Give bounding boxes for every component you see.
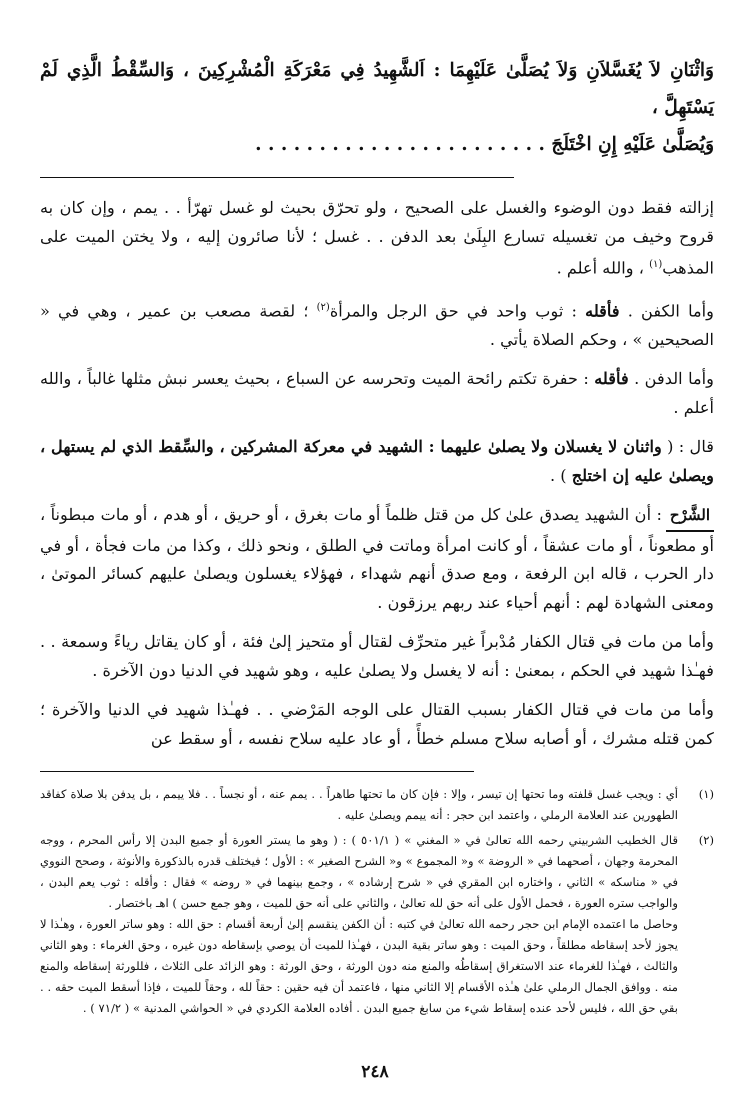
footnote-ref-1: (١) [649, 259, 663, 270]
footnote-2-number: (٢) [698, 833, 714, 848]
footnote-1 [40, 784, 714, 826]
paragraph-2-lead: وأما الكفن . [619, 301, 714, 321]
paragraph-3-keyword: فأقله [594, 369, 629, 389]
paragraph-4 [40, 433, 714, 490]
header-divider [40, 177, 514, 178]
paragraph-4-lead: قال : ( [661, 437, 714, 457]
paragraph-5-text: : أن الشهيد يصدق علىٰ كل من قتل ظلماً أو مات بغرق ، أو حريق ، أو هدم ، أو مات مبطوناً ، أو مطعوناً ، أو مات عشقاً ، أو كانت امرأة وماتت في الطلق ، ونحو ذلك ، وكذا من مات فجأة ، أو في دار الحرب ، قاله ابن الرفعة ، ومع صدق أنهم شهداء ، فهؤلاء يغسلون ويصلىٰ عليهم كسائر الموتىٰ ، ومعنى الشهادة لهم : أنهم أحياء عند ربهم يرزقون . [40, 505, 714, 612]
paragraph-4-quote: واثنان لا يغسلان ولا يصلىٰ عليهما : الشهيد في معركة المشركين ، والسِّقط الذي لم يستهل ، ويصلىٰ عليه إن اختلج [40, 437, 714, 485]
footnote-2 [40, 830, 714, 1019]
paragraph-3-text: : حفرة تكتم رائحة الميت وتحرسه عن السباع ، بحيث يعسر نبش مثلها غالباً ، والله أعلم . [40, 369, 714, 417]
paragraph-2 [40, 294, 714, 354]
paragraph-1-end: ، والله أعلم . [556, 258, 650, 278]
footnote-2-body [40, 830, 678, 1019]
paragraph-2-keyword: فأقله [585, 301, 620, 321]
matn-header [40, 52, 714, 163]
paragraph-1 [40, 194, 714, 283]
footnote-1-text: أي : ويجب غسل قلفته وما تحتها إن تيسر ، وإلا : فإن كان ما تحتها طاهراً . . يمم عنه ، أو نجساً . . فلا ييمم ، بل يدفن بلا صلاة كفاقد الطهورين عند العلامة الرملي ، واعتمد ابن حجر : أنه ييمم ويصلىٰ عليه . [40, 787, 678, 823]
footnote-2-text-continued: وحاصل ما اعتمده الإمام ابن حجر رحمه الله تعالىٰ في كتبه : أن الكفن ينقسم إلىٰ أربعة أقسام : حق الله : وهو ساتر العورة ، وهـٰذا لا يجوز لأحد إسقاطه مطلقاً ، وحق الميت : وهو ساتر بقية البدن ، فهـٰذا للميت أن يوصي بإسقاطه دون غيره ، وحق الغرماء : وهو الثاني والثالث ، فهـٰذا للغرماء عند الاستغراق إسقاطُه والمنع منه دون الورثة ، وحق الورثة : وهو الزائد على الثلاث ، فللورثة إسقاطه والمنع منه . ووافق الجمال الرملي علىٰ هـٰذه الأقسام إلا الثاني منها ، فاعتمد أن فيه حقين : حقاً لله ، وحقاً للميت ، فإذا أسقط الميت حقه . . بقي حق الله ، فليس لأحد عنده إسقاط شيء من سابغ جميع البدن . أفاده العلامة الكردي في « الحواشي المدنية » ( ٧١/٢ ) . [40, 917, 678, 1016]
footnote-1-number: (١) [698, 787, 714, 802]
paragraph-7: وأما من مات في قتال الكفار بسبب القتال على الوجه المَرْضي . . فهـٰذا شهيد في الدنيا والآخرة ؛ كمن قتله مشرك ، أو أصابه سلاح مسلم خطأً ، أو عاد عليه سلاح نفسه ، أو سقط عن [40, 700, 714, 748]
matn-line-1: وَاثْنَانِ لاَ يُغَسَّلاَنِ وَلاَ يُصَلَّىٰ عَلَيْهِمَا : اَلشَّهِيدُ فِي مَعْرَكَةِ الْمُشْرِكِينَ ، وَالسِّقْطُ الَّذِي لَمْ يَسْتَهِلَّ ، [40, 60, 714, 118]
matn-line-2: وَيُصَلَّىٰ عَلَيْهِ إِنِ اخْتَلَجَ [551, 134, 714, 155]
paragraph-5 [40, 501, 714, 617]
paragraph-2-text-b: ؛ لقصة مصعب بن عمير ، وهي في « الصحيحين » ، وحكم الصلاة يأتي . [40, 301, 714, 349]
commentary-body [40, 194, 714, 753]
paragraph-3-lead: وأما الدفن . [628, 369, 714, 389]
footnote-2-text: قال الخطيب الشربيني رحمه الله تعالىٰ في « المغني » ( ٥٠١/١ ) : ( وهو ما يستر العورة أو جميع البدن إلا رأس المحرم ، ووجه المحرمة وجهان ، أصحهما في « الروضة » و« المجموع » و« الشرح الصغير » : الأول ؛ فيختلف قدره بالذكورة والأنوثة ، وصحح النووي في « مناسكه » الثاني ، واختاره ابن المقري في « شرح إرشاده » ، وجمع بينهما في « روضه » فقال : وأقله : ثوب يعم البدن ، والواجب ستره العورة ، فحمل الأول على أنه حق لله تعالىٰ ، والثاني على أنه حق للميت ، وهو جمع حسن ) اهـ باختصار . [40, 833, 678, 911]
paragraph-1-text: إزالته فقط دون الوضوء والغسل على الصحيح ، ولو تحرّق بحيث لو غسل تهرّأ . . يمم ، وإن كان به قروح وخيف من تغسيله تسارع البِلَىٰ بعد الدفن . . غسل ؛ لأنا صائرون إليه ، ولا يختن الميت على المذهب [40, 198, 714, 278]
matn-dots: . . . . . . . . . . . . . . . . . . . . . . . [255, 134, 545, 155]
footnote-ref-2: (٢) [316, 301, 330, 313]
paragraph-3 [40, 365, 714, 422]
footnote-divider [40, 771, 474, 772]
footnotes [40, 784, 714, 1019]
sharh-badge: الشَّرْح [666, 501, 714, 532]
paragraph-2-text-a: : ثوب واحد في حق الرجل والمرأة [329, 301, 586, 321]
paragraph-6: وأما من مات في قتال الكفار مُدْبراً غير متحرِّف لقتال أو متحيز إلىٰ فئة ، أو كان يقاتل رياءً وسمعة . . فهـٰذا شهيد في الحكم ، بمعنىٰ : أنه لا يغسل ولا يصلىٰ عليه ، وهو شهيد في الدنيا دون الآخرة . [40, 632, 714, 680]
page-number: ٢٤٨ [361, 1062, 389, 1082]
paragraph-4-end: ) . [549, 465, 572, 485]
